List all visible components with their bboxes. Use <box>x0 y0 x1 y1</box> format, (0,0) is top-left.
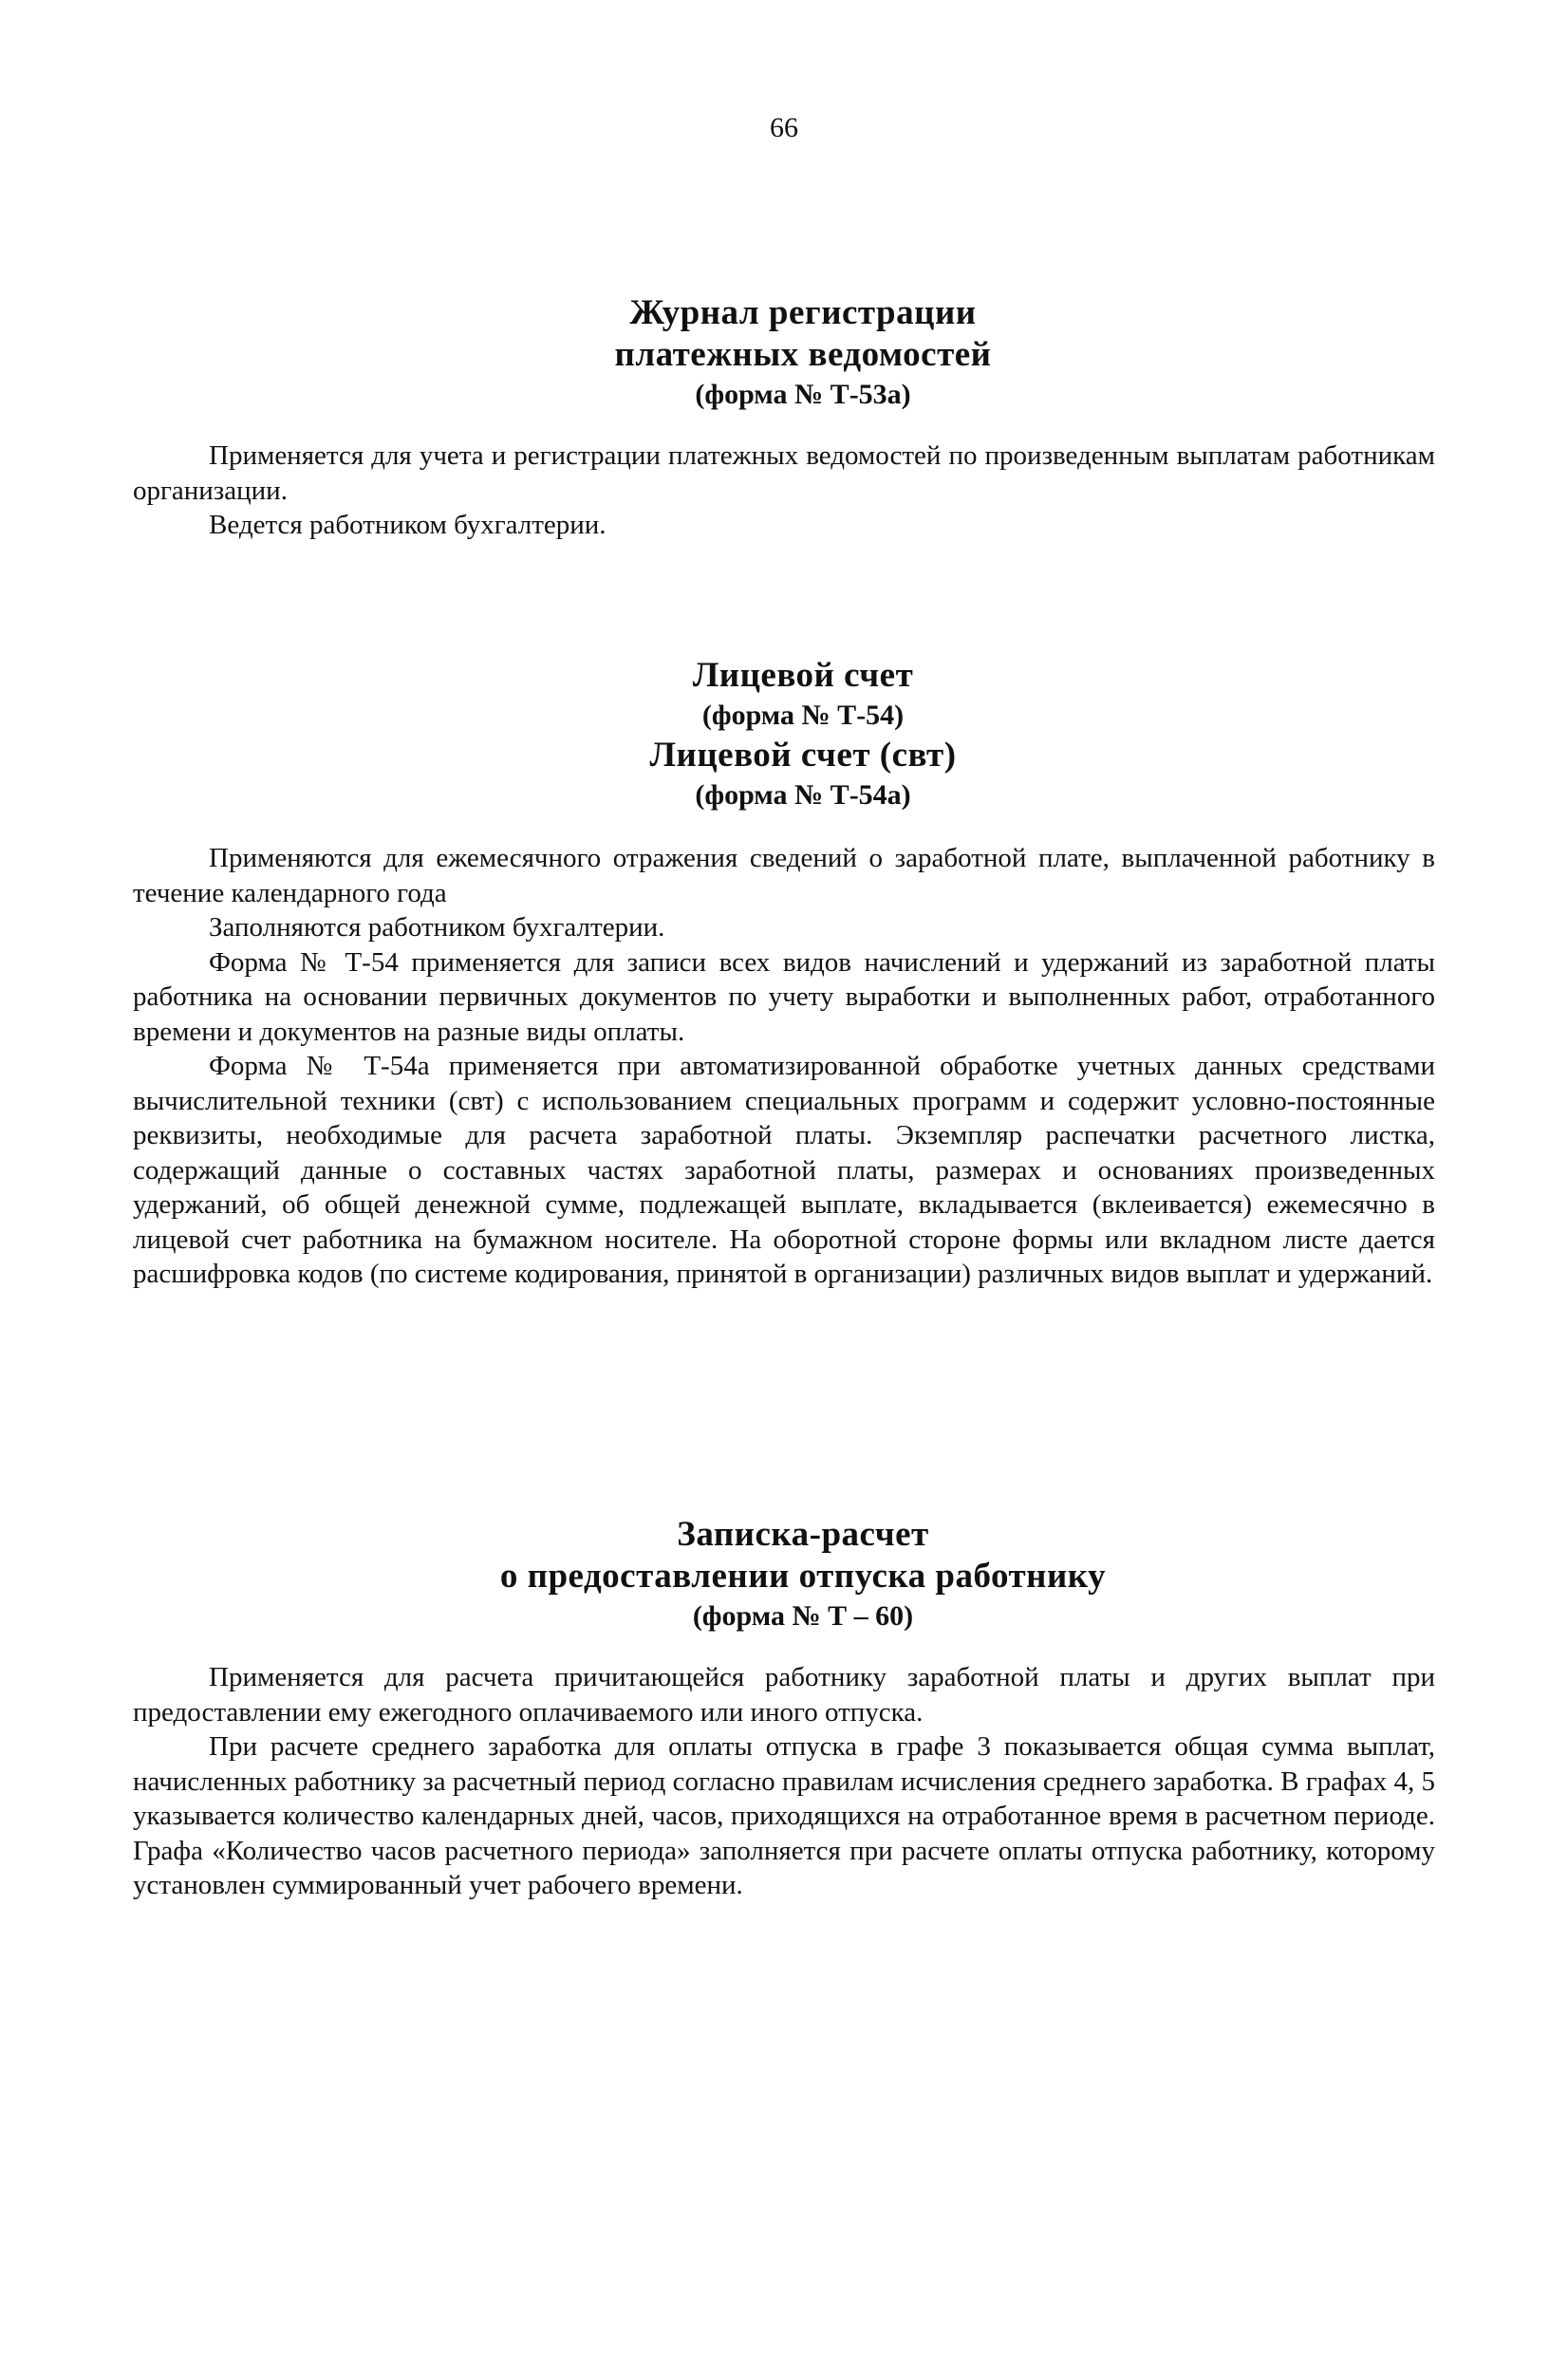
form-number: (форма № Т – 60) <box>692 1600 914 1632</box>
paragraph: Ведется работником бухгалтерии. <box>209 510 607 540</box>
form-number: (форма № Т-53а) <box>695 379 911 410</box>
paragraph: Применяется для расчета причитающейся работнику заработной платы и других выплат при предоставлении ему ежегодного оплачиваемого или иного отпуска. <box>133 1662 1435 1728</box>
section-heading <box>133 655 1435 814</box>
heading-line: платежных ведомостей <box>614 335 992 374</box>
paragraph: При расчете среднего заработка для оплаты отпуска в графе 3 показывается общая сумма выплат, начисленных работнику за расчетный период согласно правилам исчисления среднего заработка. В графах 4, 5 указывается количество календарных дней, часов, приходящихся на отработанное время в расчетном периоде. Графа «Количество часов расчетного периода» заполняется при расчете оплаты отпуска работнику, которому установлен суммированный учет рабочего времени. <box>133 1731 1435 1900</box>
section-heading <box>133 1514 1435 1635</box>
paragraph: Заполняются работником бухгалтерии. <box>209 912 665 943</box>
form-number: (форма № Т-54) <box>701 700 905 731</box>
heading-line: Журнал регистрации <box>629 293 977 332</box>
heading-line: Лицевой счет <box>692 656 914 695</box>
section-t54 <box>133 655 1435 1292</box>
paragraph: Применяется для учета и регистрации платежных ведомостей по произведенным выплатам работникам организации. <box>133 440 1435 506</box>
section-t60 <box>133 1514 1435 1903</box>
heading-line: Записка-расчет <box>677 1515 929 1554</box>
form-number: (форма № Т-54а) <box>695 779 911 811</box>
paragraph: Форма № Т-54 применяется для записи всех видов начислений и удержаний из заработной платы работника на основании первичных документов по учету выработки и выполненных работ, отработанного времени и документов на разные виды оплаты. <box>133 946 1435 1047</box>
page-number: 66 <box>770 112 798 143</box>
heading-line: Лицевой счет (свт) <box>649 736 957 775</box>
section-t53a <box>133 292 1435 543</box>
paragraph: Применяются для ежемесячного отражения сведений о заработной плате, выплаченной работнику в течение календарного года <box>133 843 1435 908</box>
section-heading <box>133 292 1435 414</box>
heading-line: о предоставлении отпуска работнику <box>499 1557 1107 1596</box>
paragraph: Форма № Т-54а применяется при автоматизированной обработке учетных данных средствами вычислительной техники (свт) с использованием специальных программ и содержит условно-постоянные реквизиты, необходимые для расчета заработной платы. Экземпляр распечатки расчетного листка, содержащий данные о составных частях заработной платы, размерах и основаниях произведенных удержаний, об общей денежной сумме, подлежащей выплате, вкладывается (вклеивается) ежемесячно в лицевой счет работника на бумажном носителе. На оборотной стороне формы или вкладном листе дается расшифровка кодов (по системе кодирования, принятой в организации) различных видов выплат и удержаний. <box>133 1051 1435 1289</box>
